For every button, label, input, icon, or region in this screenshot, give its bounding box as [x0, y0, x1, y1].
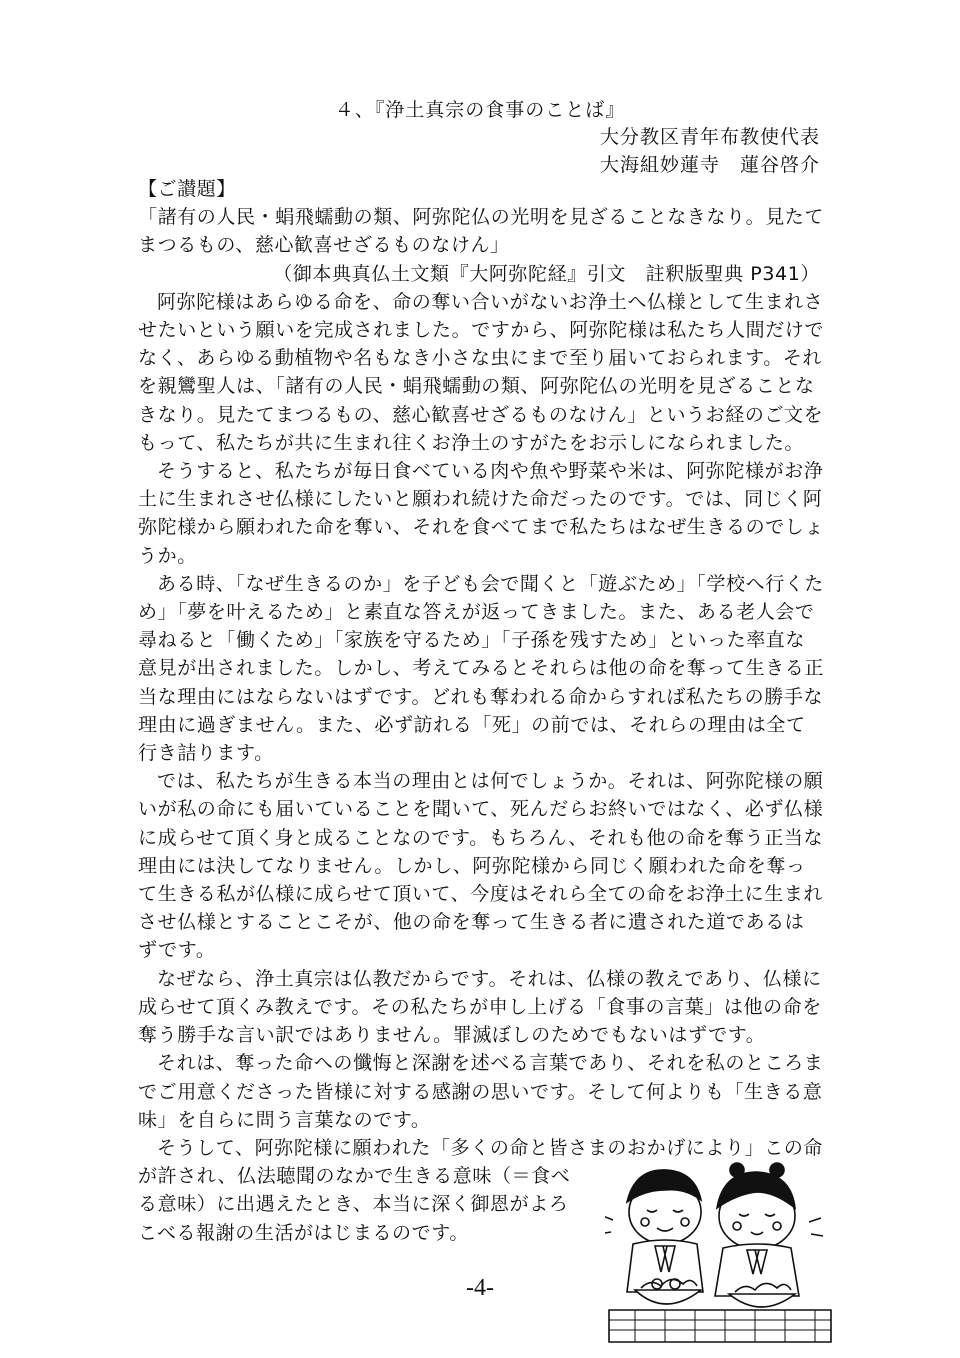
- author-affiliation: 大分教区青年布教使代表: [599, 126, 820, 148]
- author-name: 大海組妙蓮寺 蓮谷啓介: [599, 154, 820, 176]
- article-body: [138, 175, 824, 1247]
- paragraph-2: そうすると、私たちが毎日食べている肉や魚や野菜や米は、阿弥陀様がお浄土に生まれさせ仏様にしたいと願われ続けた命だったのです。では、同じく阿弥陀様から願われた命を奪い、それを食べてまで私たちはなぜ生きるのでしょうか。: [138, 460, 825, 567]
- paragraph-7-first-line: そうして、阿弥陀様に願われた「多くの命と皆さまのおかげにより」この命: [157, 1136, 824, 1159]
- paragraph-7-rest: が許され、仏法聴聞のなかで生きる意味（＝食べる意味）に出遇えたとき、本当に深く御恩がよろこべる報謝の生活がはじまるのです。: [138, 1165, 571, 1244]
- paragraph-3: ある時、「なぜ生きるのか」を子ども会で聞くと「遊ぶため」「学校へ行くため」「夢を叶えるため」と素直な答えが返ってきました。また、ある老人会で尋ねると「働くため」「家族を守るため」「子孫を残すため」といった率直な意見が出されました。しかし、考えてみるとそれらは他の命を奪って生きる正当な理由にはならないはずです。どれも奪われる命からすれば私たちの勝手な理由に過ぎません。また、必ず訪れる「死」の前では、それらの理由は全て行き詰ります。: [138, 572, 825, 765]
- paragraph-4: では、私たちが生きる本当の理由とは何でしょうか。それは、阿弥陀様の願いが私の命にも届いていることを聞いて、死んだらお終いではなく、必ず仏様に成らせて頂く身と成ることなのです。もちろん、それも他の命を奪う正当な理由には決してなりません。しかし、阿弥陀様から同じく願われた命を奪って生きる私が仏様に成らせて頂いて、今度はそれら全ての命をお浄土に生まれさせ仏様とすることこそが、他の命を奪って生きる者に遺された道であるはずです。: [138, 770, 824, 962]
- theme-label: 【ご讃題】: [138, 178, 237, 200]
- theme-quote: 「諸有の人民・蜎飛蠕動の類、阿弥陀仏の光明を見ざることなきなり。見たてまつるもの、慈心歓喜せざるものなけん」: [138, 206, 825, 257]
- paragraph-1: 阿弥陀様はあらゆる命を、命の奪い合いがないお浄土へ仏様として生まれさせたいという願いを完成されました。ですから、阿弥陀様は私たち人間だけでなく、あらゆる動植物や名もなき小さな虫にまで至り届いておられます。それを親鸞聖人は、「諸有の人民・蜎飛蠕動の類、阿弥陀仏の光明を見ざることなきなり。見たてまつるもの、慈心歓喜せざるものなけん」というお経のご文をもって、私たちが共に生まれ往くお浄土のすがたをお示しになられました。: [138, 290, 825, 454]
- paragraph-6: それは、奪った命への懺悔と深謝を述べる言葉であり、それを私のところまでご用意くださった皆様に対する感謝の思いです。そして何よりも「生きる意味」を自らに問う言葉なのです。: [138, 1052, 824, 1131]
- children-praying-illustration: [605, 1160, 835, 1345]
- theme-citation: （御本典真仏土文類『大阿弥陀経』引文 註釈版聖典 P341）: [273, 262, 820, 285]
- paragraph-5: なぜなら、浄土真宗は仏教だからです。それは、仏様の教えであり、仏様に成らせて頂くみ教えです。その私たちが申し上げる「食事の言葉」は他の命を奪う勝手な言い訳ではありません。罪滅ぼしのためでもないはずです。: [138, 967, 822, 1047]
- page-title: ４、『浄土真宗の食事のことば』: [334, 99, 626, 121]
- page-number: -4-: [466, 1275, 494, 1301]
